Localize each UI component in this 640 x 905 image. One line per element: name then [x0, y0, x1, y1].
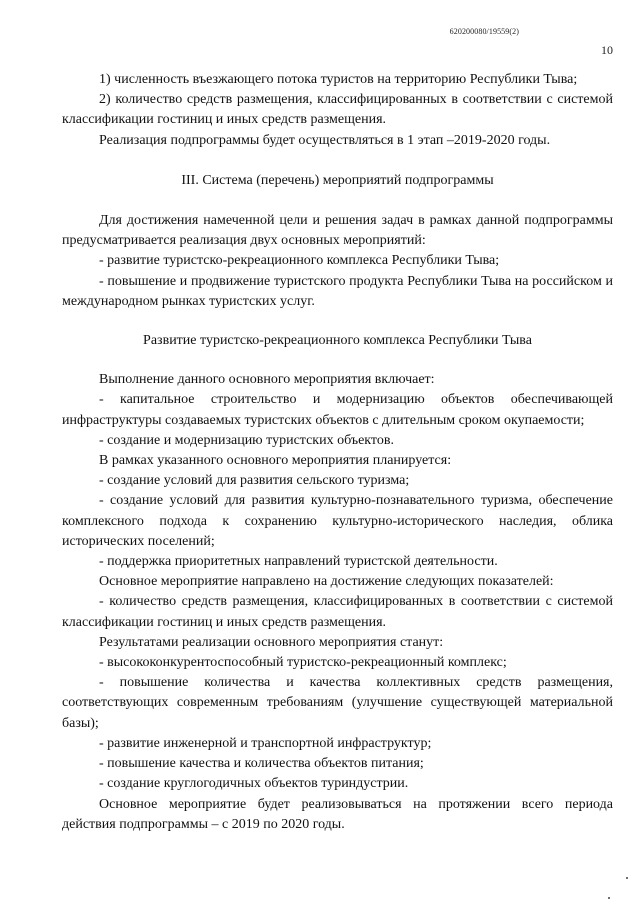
subsection-paragraph: Основное мероприятие направлено на достижение следующих показателей:	[99, 574, 554, 590]
subsection-paragraph: - повышение количества и качества коллективных средств размещения, соответствующих современным требованиям (улучшение существующей материальной базы);	[62, 675, 613, 731]
subsection-paragraph: Основное мероприятие будет реализовываться на протяжении всего периода действия подпрограммы – с 2019 по 2020 годы.	[62, 796, 613, 832]
scan-artifact	[608, 897, 610, 899]
subsection-paragraph: Выполнение данного основного мероприятия включает:	[99, 372, 435, 388]
scan-artifact	[626, 877, 628, 879]
subsection-title: Развитие туристско-рекреационного комплекса Республики Тыва	[143, 333, 532, 349]
subsection-paragraph: - капитальное строительство и модернизацию объектов обеспечивающей инфраструктуры создаваемых туристских объектов с длительным сроком окупаемости;	[62, 392, 613, 428]
subsection-paragraph: В рамках указанного основного мероприятия планируется:	[99, 453, 452, 469]
section-paragraph: - повышение и продвижение туристского продукта Республики Тыва на российском и международном рынках туристских услуг.	[62, 273, 613, 309]
subsection-paragraph: - создание и модернизацию туристских объектов.	[99, 432, 394, 448]
subsection-paragraph: - создание круглогодичных объектов туриндустрии.	[99, 776, 409, 792]
subsection-paragraph: - поддержка приоритетных направлений туристской деятельности.	[99, 554, 498, 570]
subsection-paragraph: - создание условий для развития культурно-познавательного туризма, обеспечение комплексного подхода к сохранению культурно-исторического наследия, облика исторических поселений;	[62, 493, 613, 549]
document-code: 620200080/19559(2)	[449, 27, 519, 36]
subsection-paragraph: Результатами реализации основного мероприятия станут:	[99, 634, 444, 650]
subsection-paragraph: - количество средств размещения, классифицированных в соответствии с системой классификации гостиниц и иных средств размещения.	[62, 594, 613, 630]
subsection-paragraph: - развитие инженерной и транспортной инфраструктур;	[99, 735, 432, 751]
intro-paragraph: Реализация подпрограммы будет осуществляться в 1 этап –2019-2020 годы.	[99, 132, 551, 148]
section-paragraph: - развитие туристско-рекреационного комплекса Республики Тыва;	[99, 253, 500, 269]
subsection-paragraph: - высококонкурентоспособный туристско-рекреационный комплекс;	[99, 655, 507, 671]
document-body	[62, 70, 613, 835]
section-paragraph: Для достижения намеченной цели и решения задач в рамках данной подпрограммы предусматривается реализация двух основных мероприятий:	[62, 213, 613, 249]
intro-paragraph: 1) численность въезжающего потока туристов на территорию Республики Тыва;	[99, 72, 578, 87]
subsection-paragraph: - создание условий для развития сельского туризма;	[99, 473, 410, 489]
page-number: 10	[601, 43, 613, 57]
intro-paragraph: 2) количество средств размещения, классифицированных в соответствии с системой классификации гостиниц и иных средств размещения.	[62, 92, 613, 128]
section-title: III. Система (перечень) мероприятий подпрограммы	[181, 172, 494, 188]
subsection-paragraph: - повышение качества и количества объектов питания;	[99, 756, 424, 772]
